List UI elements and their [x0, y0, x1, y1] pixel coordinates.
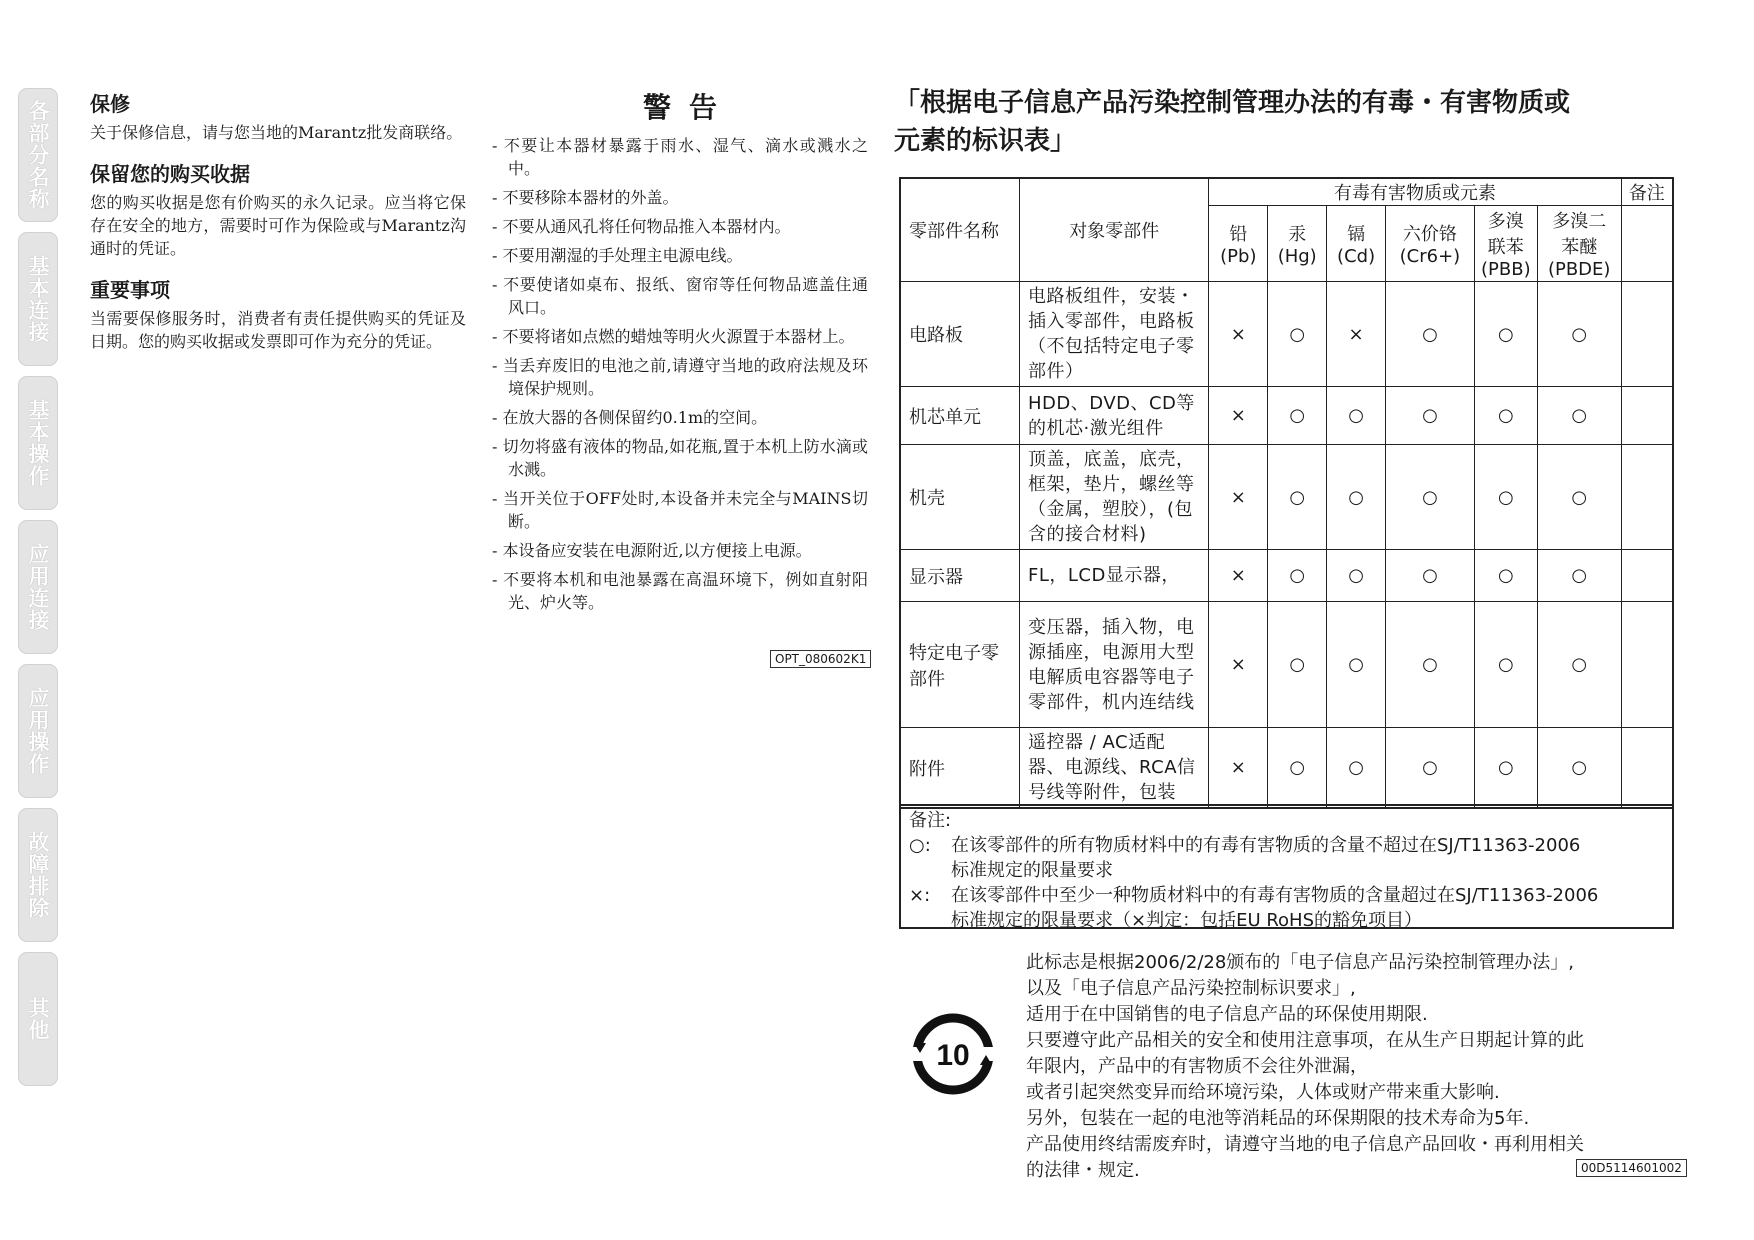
mark-cell: ○ [1474, 550, 1537, 602]
mark-cell: ○ [1474, 282, 1537, 387]
mark-cell: ○ [1386, 445, 1475, 550]
row-remark [1621, 445, 1673, 550]
row-remark [1621, 550, 1673, 602]
mark-cell: ○ [1268, 728, 1327, 809]
mark-cell: ○ [1537, 282, 1621, 387]
eco-line: 或者引起突然变异而给环境污染，人体或财产带来重大影响. [1026, 1082, 1500, 1103]
tab-troubleshooting[interactable] [18, 808, 58, 942]
warning-title: 警告 [642, 91, 735, 124]
row-target: 顶盖，底盖，底壳，框架，垫片，螺丝等（金属，塑胶），(包含的接合材料) [1020, 445, 1209, 550]
mark-cell: ○ [1474, 728, 1537, 809]
eco-line: 产品使用终结需废弃时，请遵守当地的电子信息产品回收・再利用相关 [1026, 1134, 1584, 1155]
warranty-heading: 保修 [90, 92, 130, 116]
warning-item: - 当丢弃废旧的电池之前,请遵守当地的政府法规及环境保护规则。 [492, 354, 868, 400]
row-name: 电路板 [900, 282, 1020, 387]
note-cross [909, 883, 1664, 933]
tab-basic-connection[interactable] [18, 232, 58, 366]
header-lead: 铅 (Pb) [1209, 206, 1268, 282]
row-target: FL，LCD显示器， [1020, 550, 1209, 602]
mark-cell: × [1327, 282, 1386, 387]
eco-line: 以及「电子信息产品污染控制标识要求」, [1026, 978, 1356, 999]
row-target: 变压器，插入物，电源插座，电源用大型电解质电容器等电子零部件，机内连结线 [1020, 602, 1209, 728]
mark-cell: ○ [1474, 602, 1537, 728]
tab-label: 各部分名称 [26, 100, 50, 210]
row-remark [1621, 602, 1673, 728]
mark-cell: ○ [1268, 550, 1327, 602]
warranty-column [90, 88, 466, 367]
tab-label: 应用连接 [26, 543, 50, 631]
eco-line: 另外，包装在一起的电池等消耗品的环保期限的技术寿命为5年. [1026, 1108, 1530, 1129]
tab-label: 其他 [26, 997, 50, 1041]
mark-cell: ○ [1537, 550, 1621, 602]
tab-label: 基本操作 [26, 399, 50, 487]
mark-cell: ○ [1474, 445, 1537, 550]
mark-cell: × [1209, 445, 1268, 550]
warning-item: - 不要移除本器材的外盖。 [492, 186, 868, 209]
header-pbb: 多溴 联苯 (PBB) [1474, 206, 1537, 282]
warning-item: - 切勿将盛有液体的物品,如花瓶,置于本机上防水滴或水溅。 [492, 435, 868, 481]
tab-label: 应用操作 [26, 687, 50, 775]
mark-cell: × [1209, 602, 1268, 728]
header-cadmium: 镉 (Cd) [1327, 206, 1386, 282]
mark-cell: ○ [1268, 445, 1327, 550]
table-row [900, 445, 1673, 550]
row-remark [1621, 282, 1673, 387]
mark-cell: ○ [1386, 282, 1475, 387]
row-name: 特定电子零部件 [900, 602, 1020, 728]
rohs-table [899, 177, 1674, 809]
mark-cell: ○ [1474, 387, 1537, 445]
eco-period-number: 10 [936, 1039, 970, 1072]
mark-cell: ○ [1327, 602, 1386, 728]
table-row [900, 282, 1673, 387]
table-row [900, 387, 1673, 445]
receipt-heading: 保留您的购买收据 [90, 162, 250, 186]
eco-period-icon [912, 1013, 994, 1095]
row-target: 电路板组件，安装・插入零部件，电路板（不包括特定电子零部件） [1020, 282, 1209, 387]
warning-item: - 不要让本器材暴露于雨水、湿气、滴水或溅水之中。 [492, 134, 868, 180]
rohs-title-line2: 元素的标识表」 [894, 126, 1077, 156]
row-remark [1621, 387, 1673, 445]
tab-part-names[interactable] [18, 88, 58, 222]
warning-item: - 在放大器的各侧保留约0.1m的空间。 [492, 406, 868, 429]
warning-item: - 不要从通风孔将任何物品推入本器材内。 [492, 215, 868, 238]
mark-cell: × [1209, 550, 1268, 602]
mark-cell: ○ [1386, 602, 1475, 728]
warning-list [492, 134, 868, 614]
table-row [900, 602, 1673, 728]
header-pbde: 多溴二 苯醚 (PBDE) [1537, 206, 1621, 282]
eco-line: 年限内，产品中的有害物质不会往外泄漏， [1026, 1056, 1368, 1077]
mark-cell: ○ [1268, 602, 1327, 728]
header-target: 对象零部件 [1020, 178, 1209, 282]
header-remark: 备注 [1621, 178, 1673, 206]
note-cross-line2: 标准规定的限量要求（×判定：包括EU RoHS的豁免项目） [951, 910, 1423, 931]
warning-code: OPT_080602K1 [770, 650, 871, 668]
table-row [900, 728, 1673, 809]
mark-cell: ○ [1327, 728, 1386, 809]
side-tabs [18, 88, 60, 1096]
table-row [900, 550, 1673, 602]
warning-column [492, 86, 868, 620]
eco-line: 适用于在中国销售的电子信息产品的环保使用期限. [1026, 1004, 1428, 1025]
mark-cell: × [1209, 387, 1268, 445]
note-cross-line1: 在该零部件中至少一种物质材料中的有毒有害物质的含量超过在SJ/T11363-2006 [951, 885, 1599, 906]
header-substance-group: 有毒有害物质或元素 [1209, 178, 1621, 206]
eco-line: 此标志是根据2006/2/28颁布的「电子信息产品污染控制管理办法」, [1026, 952, 1575, 973]
eco-statement [1026, 950, 1676, 1184]
mark-cell: × [1209, 728, 1268, 809]
warranty-text: 关于保修信息，请与您当地的Marantz批发商联络。 [90, 123, 463, 142]
receipt-text: 您的购买收据是您有价购买的永久记录。应当将它保存在安全的地方，需要时可作为保险或与Marantz沟通时的凭证。 [90, 193, 466, 258]
mark-cell: ○ [1327, 387, 1386, 445]
rohs-notes [899, 804, 1674, 929]
mark-cell: ○ [1268, 387, 1327, 445]
tab-advanced-operation[interactable] [18, 664, 58, 798]
mark-cell: ○ [1537, 445, 1621, 550]
header-chromium: 六价铬 (Cr6+) [1386, 206, 1475, 282]
tab-advanced-connection[interactable] [18, 520, 58, 654]
tab-other[interactable] [18, 952, 58, 1086]
note-circle-line2: 标准规定的限量要求 [951, 860, 1113, 881]
header-remark-blank [1621, 206, 1673, 282]
notes-label: 备注: [909, 810, 952, 831]
row-remark [1621, 728, 1673, 809]
mark-cell: ○ [1537, 602, 1621, 728]
tab-label: 故障排除 [26, 831, 50, 919]
eco-line: 的法律・规定. [1026, 1160, 1140, 1181]
important-heading: 重要事项 [90, 278, 170, 302]
cross-mark: ×: [909, 885, 931, 906]
tab-label: 基本连接 [26, 255, 50, 343]
note-circle [909, 833, 1664, 883]
mark-cell: ○ [1537, 728, 1621, 809]
warning-item: - 不要将本机和电池暴露在高温环境下，例如直射阳光、炉火等。 [492, 568, 868, 614]
warning-item: - 当开关位于OFF处时,本设备并未完全与MAINS切断。 [492, 487, 868, 533]
mark-cell: ○ [1327, 445, 1386, 550]
row-name: 机壳 [900, 445, 1020, 550]
document-code: 00D5114601002 [1576, 1159, 1687, 1177]
header-mercury: 汞 (Hg) [1268, 206, 1327, 282]
row-name: 附件 [900, 728, 1020, 809]
mark-cell: ○ [1327, 550, 1386, 602]
rohs-title [894, 84, 1670, 160]
mark-cell: ○ [1386, 387, 1475, 445]
important-text: 当需要保修服务时，消费者有责任提供购买的凭证及日期。您的购买收据或发票即可作为充分的凭证。 [90, 309, 466, 351]
row-target: HDD、DVD、CD等的机芯·激光组件 [1020, 387, 1209, 445]
mark-cell: ○ [1386, 728, 1475, 809]
rohs-title-line1: 「根据电子信息产品污染控制管理办法的有毒・有害物质或 [894, 88, 1571, 118]
mark-cell: ○ [1268, 282, 1327, 387]
header-part-name: 零部件名称 [900, 178, 1020, 282]
mark-cell: × [1209, 282, 1268, 387]
row-name: 机芯单元 [900, 387, 1020, 445]
eco-line: 只要遵守此产品相关的安全和使用注意事项，在从生产日期起计算的此 [1026, 1030, 1584, 1051]
mark-cell: ○ [1537, 387, 1621, 445]
warning-item: - 不要将诸如点燃的蜡烛等明火火源置于本器材上。 [492, 325, 868, 348]
note-circle-line1: 在该零部件的所有物质材料中的有毒有害物质的含量不超过在SJ/T11363-2006 [951, 835, 1581, 856]
row-target: 遥控器 / AC适配器、电源线、RCA信号线等附件，包装 [1020, 728, 1209, 809]
circle-mark: ○: [909, 835, 931, 856]
row-name: 显示器 [900, 550, 1020, 602]
warning-item: - 本设备应安装在电源附近,以方便接上电源。 [492, 539, 868, 562]
warning-item: - 不要用潮湿的手处理主电源电线。 [492, 244, 868, 267]
tab-basic-operation[interactable] [18, 376, 58, 510]
mark-cell: ○ [1386, 550, 1475, 602]
warning-item: - 不要使诸如桌布、报纸、窗帘等任何物品遮盖住通风口。 [492, 273, 868, 319]
